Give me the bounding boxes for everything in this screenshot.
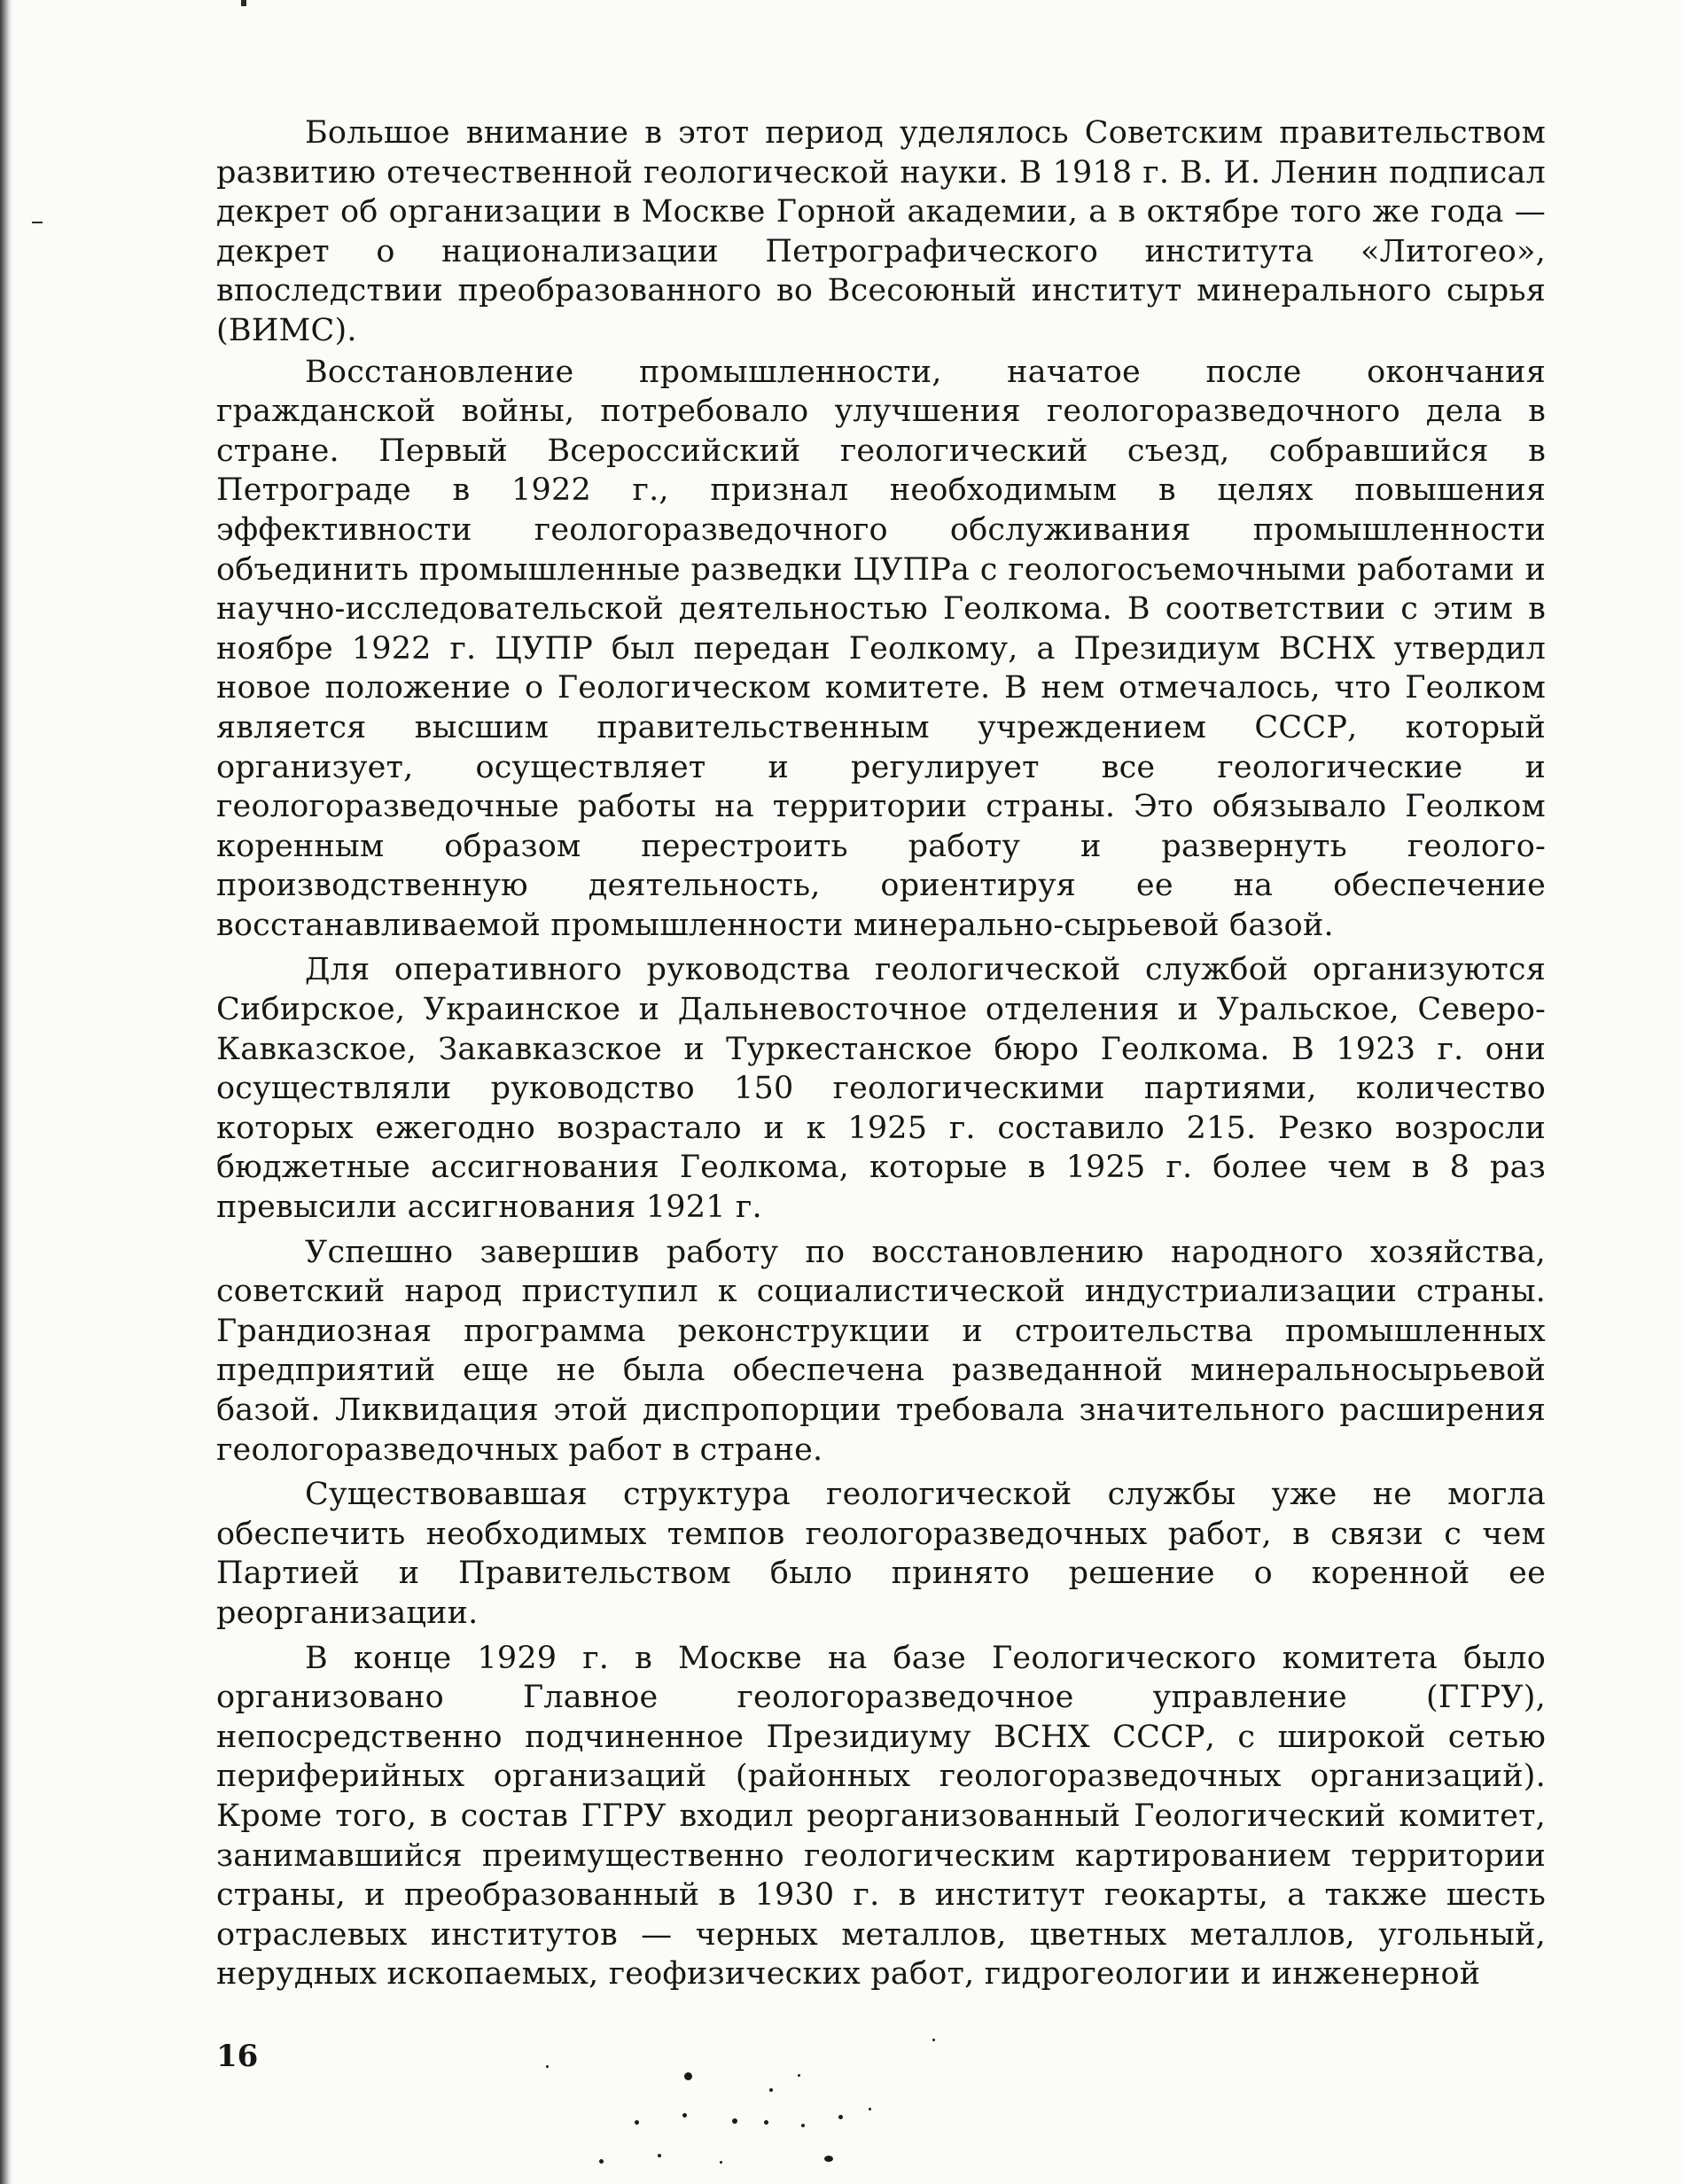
page-number: 16: [216, 2039, 259, 2074]
speckle: [658, 2154, 661, 2157]
scan-mark: [241, 0, 246, 6]
speckle: [838, 2115, 843, 2119]
speckle: [682, 2113, 687, 2118]
scan-left-edge: [0, 0, 12, 2184]
paragraph: Успешно завершив работу по восстановлению народного хозяйства, советский народ приступил к социалистической индустриализации страны. Грандиозная программа реконструкции и строительства промышленных предприятий еще не была обеспечена разведанной минеральносырьевой базой. Ликвидация этой диспропорции требовала значительного расширения геологоразведочных работ в стране.: [216, 1234, 1546, 1468]
speckle: [824, 2156, 833, 2162]
speckle: [932, 2039, 935, 2041]
paragraph: Существовавшая структура геологической службы уже не могла обеспечить необходимых темпов геологоразведочных работ, в связи с чем Партией и Правительством было принято решение о коренной ее реорганизации.: [216, 1477, 1546, 1631]
speckle: [635, 2120, 639, 2125]
speckle: [801, 2124, 805, 2127]
document-page: [216, 113, 1546, 1994]
paragraph: Для оперативного руководства геологической службой организуются Сибирское, Украинское и Дальневосточное отделения и Уральское, Северо-Кавказское, Закавказское и Туркестанское бюро Геолкома. В 1923 г. они осуществляли руководство 150 геологическими партиями, количество которых ежегодно возрастало и к 1925 г. составило 215. Резко возросли бюджетные ассигнования Геолкома, которые в 1925 г. более чем в 8 раз превысили ассигнования 1921 г.: [216, 952, 1546, 1226]
speckle: [720, 2161, 722, 2164]
speckle: [684, 2072, 692, 2080]
speckle: [764, 2120, 768, 2125]
speckle: [546, 2065, 549, 2068]
speckle: [869, 2108, 871, 2110]
speckle: [599, 2159, 604, 2164]
paragraph: В конце 1929 г. в Москве на базе Геологического комитета было организовано Главное геологоразведочное управление (ГГРУ), непосредственно подчиненное Президиуму ВСНХ СССР, с широкой сетью периферийных организаций (районных геологоразведочных организаций). Кроме того, в состав ГГРУ входил реорганизованный Геологический комитет, занимавшийся преимущественно геологическим картированием территории страны, и преобразованный в 1930 г. в институт геокарты, а также шесть отраслевых институтов — черных металлов, цветных металлов, угольный, нерудных ископаемых, геофизических работ, гидрогеологии и инженерной: [216, 1640, 1546, 1993]
scan-mark: [32, 222, 43, 223]
paragraph: Восстановление промышленности, начатое после окончания гражданской войны, потребовало улучшения геологоразведочного дела в стране. Первый Всероссийский геологический съезд, собравшийся в Петрограде в 1922 г., признал необходимым в целях повышения эффективности геологоразведочного обслуживания промышленности объединить промышленные разведки ЦУПРа с геологосъемочными работами и научно-исследовательской деятельностью Геолкома. В соответствии с этим в ноябре 1922 г. ЦУПР был передан Геолкому, а Президиум ВСНХ утвердил новое положение о Геологическом комитете. В нем отмечалось, что Геолком является высшим правительственным учреждением СССР, который организует, осуществляет и регулирует все геологические и геологоразведочные работы на территории страны. Это обязывало Геолком коренным образом перестроить работу и развернуть геолого-производственную деятельность, ориентируя ее на обеспечение восстанавливаемой промышленности минерально-сырьевой базой.: [216, 354, 1546, 943]
speckle: [769, 2088, 773, 2092]
speckle: [732, 2118, 737, 2124]
speckle: [798, 2074, 800, 2077]
paragraph: Большое внимание в этот период уделялось Советским правительством развитию отечественной геологической науки. В 1918 г. В. И. Ленин подписал декрет об организации в Москве Горной академии, а в октябре того же года — декрет о национализации Петрографического института «Литогео», впоследствии преобразованного во Всесоюный институт минерального сырья (ВИМС).: [216, 115, 1546, 348]
